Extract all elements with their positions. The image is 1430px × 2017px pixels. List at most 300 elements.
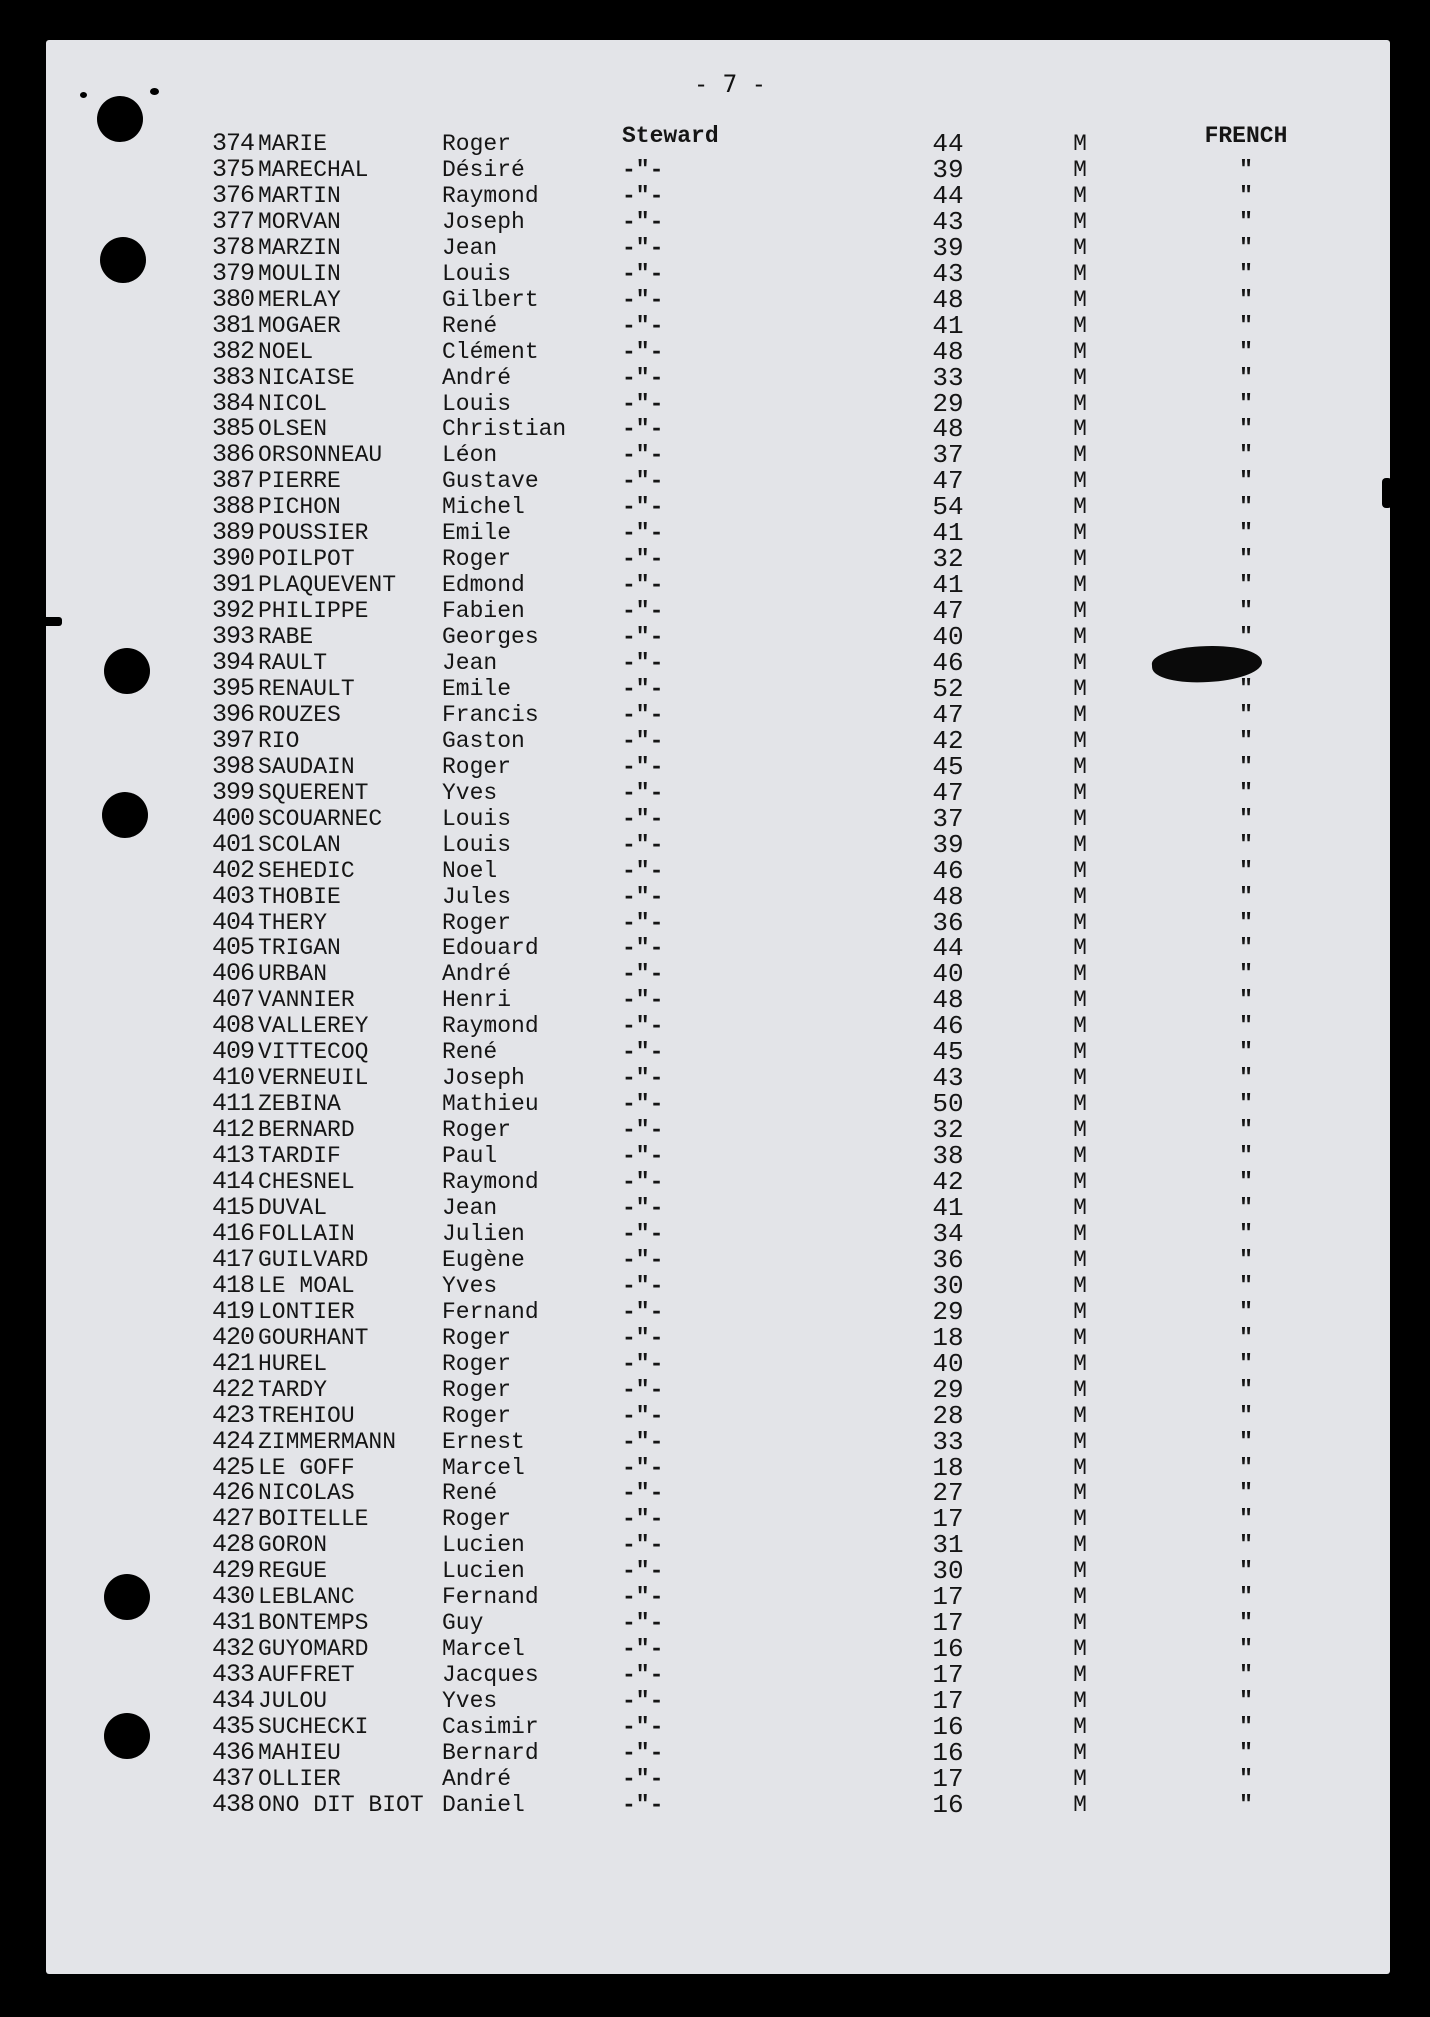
sex: M — [1073, 494, 1087, 521]
sex: M — [1073, 1454, 1087, 1481]
table-row — [0, 1348, 1430, 1379]
given-name: Raymond — [442, 182, 539, 209]
table-row — [0, 1478, 1430, 1509]
surname: ORSONNEAU — [258, 442, 383, 469]
age: 38 — [932, 1141, 964, 1171]
sex: M — [1073, 1791, 1087, 1818]
age: 29 — [932, 1296, 964, 1327]
table-row — [0, 518, 1430, 549]
surname: POILPOT — [258, 546, 355, 573]
age: 48 — [932, 414, 964, 445]
table-row — [0, 1737, 1430, 1768]
sex: M — [1073, 1532, 1087, 1559]
nationality-ditto: " — [1239, 416, 1253, 443]
role-ditto: -"- — [622, 1454, 664, 1481]
role-ditto: -"- — [622, 1272, 664, 1299]
role-ditto: -"- — [622, 1662, 664, 1688]
table-row — [0, 1608, 1430, 1639]
table-row — [0, 985, 1430, 1016]
role-ditto: -"- — [622, 1402, 664, 1429]
age: 43 — [932, 1063, 964, 1094]
given-name: Gaston — [442, 727, 525, 754]
nationality-ditto: " — [1239, 675, 1253, 702]
entry-number: 418 — [211, 1270, 254, 1300]
given-name: Fernand — [442, 1584, 539, 1611]
nationality-ditto: " — [1239, 156, 1253, 183]
given-name: Christian — [442, 416, 567, 443]
table-row — [0, 232, 1430, 263]
surname: LE MOAL — [258, 1272, 355, 1299]
table-row — [0, 881, 1430, 912]
surname: RENAULT — [258, 675, 355, 702]
given-name: Bernard — [442, 1739, 539, 1766]
role-ditto: -"- — [622, 1065, 664, 1092]
surname: RABE — [258, 624, 314, 650]
surname: DUVAL — [258, 1195, 328, 1221]
surname: MOGAER — [258, 312, 341, 339]
surname: ZEBINA — [258, 1091, 341, 1118]
role-ditto: -"- — [622, 442, 664, 469]
table-row — [0, 131, 1430, 157]
given-name: Raymond — [442, 1013, 539, 1040]
role-ditto: -"- — [622, 1610, 664, 1637]
table-row — [0, 284, 1430, 315]
nationality-ditto: " — [1239, 1610, 1253, 1637]
sex: M — [1073, 935, 1087, 962]
given-name: Casimir — [442, 1714, 539, 1740]
nationality-ditto: " — [1239, 234, 1253, 261]
table-row — [0, 1634, 1430, 1665]
sex: M — [1073, 1765, 1087, 1792]
role-ditto: -"- — [622, 286, 664, 313]
role-ditto: -"- — [622, 572, 664, 599]
surname: GUILVARD — [258, 1246, 369, 1273]
entry-number: 427 — [211, 1504, 254, 1534]
given-name: René — [442, 1039, 498, 1066]
role-ditto: -"- — [622, 1714, 664, 1740]
surname: GUYOMARD — [258, 1636, 369, 1663]
age: 45 — [932, 751, 964, 782]
nationality-ditto: " — [1239, 1765, 1253, 1792]
role-ditto: -"- — [622, 1350, 664, 1377]
surname: ONO DIT BIOT — [258, 1791, 424, 1818]
given-name: Emile — [442, 520, 512, 547]
sex: M — [1073, 909, 1087, 936]
given-name: Yves — [442, 779, 498, 806]
given-name: Henri — [442, 987, 512, 1014]
age: 39 — [932, 829, 964, 860]
table-row — [0, 1688, 1430, 1714]
age: 17 — [932, 1608, 964, 1639]
nationality-ditto: " — [1239, 909, 1253, 936]
role-ditto: -"- — [622, 520, 664, 547]
sex: M — [1073, 442, 1087, 469]
nationality-ditto: " — [1239, 208, 1253, 235]
table-row — [0, 1115, 1430, 1146]
entry-number: 435 — [211, 1712, 254, 1741]
age: 33 — [932, 362, 964, 393]
nationality-ditto: " — [1239, 442, 1253, 469]
given-name: Roger — [442, 546, 512, 573]
nationality-ditto: " — [1239, 468, 1253, 495]
given-name: Gilbert — [442, 286, 539, 313]
surname: URBAN — [258, 961, 328, 988]
surname: RIO — [258, 727, 300, 754]
given-name: Jean — [442, 234, 498, 261]
nationality-ditto: " — [1239, 286, 1253, 313]
entry-number: 407 — [211, 985, 254, 1015]
sex: M — [1073, 1065, 1087, 1092]
age: 30 — [932, 1556, 964, 1587]
entry-number: 395 — [211, 673, 254, 703]
given-name: Marcel — [442, 1636, 525, 1663]
age: 16 — [932, 1737, 964, 1768]
age: 46 — [932, 855, 964, 886]
nationality-ditto: " — [1239, 598, 1253, 625]
given-name: Roger — [442, 1350, 512, 1377]
given-name: Louis — [442, 831, 512, 858]
table-row — [0, 1037, 1430, 1068]
surname: MARECHAL — [258, 156, 369, 183]
role-ditto: -"- — [622, 1324, 664, 1351]
surname: HUREL — [258, 1350, 328, 1377]
role-ditto: -"- — [622, 1091, 664, 1118]
sex: M — [1073, 1350, 1087, 1377]
given-name: Guy — [442, 1610, 484, 1637]
age: 36 — [932, 907, 964, 938]
nationality-ditto: " — [1239, 961, 1253, 988]
table-row — [0, 570, 1430, 601]
surname: JULOU — [258, 1688, 328, 1714]
entry-number: 428 — [211, 1530, 254, 1560]
entry-number: 401 — [211, 829, 254, 859]
entry-number: 411 — [211, 1089, 254, 1119]
role-ditto: -"- — [622, 1791, 664, 1818]
entry-number: 384 — [211, 388, 254, 418]
sex: M — [1073, 1324, 1087, 1351]
age: 44 — [932, 933, 964, 964]
age: 16 — [932, 1712, 964, 1742]
sex: M — [1073, 208, 1087, 235]
table-row — [0, 1195, 1430, 1221]
age: 33 — [932, 1426, 964, 1457]
age: 17 — [932, 1504, 964, 1535]
sex: M — [1073, 727, 1087, 754]
role-ditto: -"- — [622, 1688, 664, 1714]
table-row — [0, 624, 1430, 650]
surname: BOITELLE — [258, 1506, 369, 1533]
age: 50 — [932, 1089, 964, 1120]
header-role: Steward — [622, 123, 719, 149]
given-name: Yves — [442, 1272, 498, 1299]
entry-number: 396 — [211, 699, 254, 729]
table-row — [0, 1426, 1430, 1457]
entry-number: 429 — [211, 1556, 254, 1586]
role-ditto: -"- — [622, 156, 664, 183]
given-name: Roger — [442, 753, 512, 780]
age: 40 — [932, 622, 964, 652]
given-name: Louis — [442, 805, 512, 832]
age: 37 — [932, 803, 964, 834]
age: 47 — [932, 466, 964, 497]
entry-number: 402 — [211, 855, 254, 885]
sex: M — [1073, 1169, 1087, 1195]
nationality-ditto: " — [1239, 1428, 1253, 1455]
surname: MERLAY — [258, 286, 341, 313]
table-row — [0, 1218, 1430, 1249]
surname: REGUE — [258, 1558, 328, 1585]
surname: LEBLANC — [258, 1584, 355, 1611]
entry-number: 409 — [211, 1037, 254, 1067]
table-row — [0, 725, 1430, 756]
sex: M — [1073, 1039, 1087, 1066]
sex: M — [1073, 1195, 1087, 1221]
age: 41 — [932, 518, 964, 549]
role-ditto: -"- — [622, 1013, 664, 1040]
sex: M — [1073, 1714, 1087, 1740]
sex: M — [1073, 1246, 1087, 1273]
given-name: Jean — [442, 650, 498, 676]
given-name: Roger — [442, 1324, 512, 1351]
table-row — [0, 650, 1430, 676]
surname: VITTECOQ — [258, 1039, 369, 1066]
table-row — [0, 258, 1430, 289]
sex: M — [1073, 1402, 1087, 1429]
nationality-ditto: " — [1239, 1584, 1253, 1611]
entry-number: 406 — [211, 959, 254, 989]
role-ditto: -"- — [622, 182, 664, 209]
surname: SCOUARNEC — [258, 805, 383, 832]
entry-number: 379 — [211, 258, 254, 288]
surname: BERNARD — [258, 1117, 355, 1144]
age: 45 — [932, 1037, 964, 1068]
entry-number: 419 — [211, 1296, 254, 1326]
page-number: - 7 - — [693, 70, 767, 98]
sex: M — [1073, 1143, 1087, 1169]
sex: M — [1073, 312, 1087, 339]
entry-number: 393 — [211, 622, 254, 651]
given-name: Jacques — [442, 1662, 539, 1688]
table-row — [0, 829, 1430, 860]
nationality-ditto: " — [1239, 987, 1253, 1014]
entry-number: 431 — [211, 1608, 254, 1638]
surname: NOEL — [258, 338, 314, 365]
surname: GOURHANT — [258, 1324, 369, 1351]
role-ditto: -"- — [622, 831, 664, 858]
entry-number: 434 — [211, 1686, 254, 1715]
table-row — [0, 959, 1430, 990]
given-name: Yves — [442, 1688, 498, 1714]
role-ditto: -"- — [622, 546, 664, 573]
nationality-ditto: " — [1239, 1220, 1253, 1247]
table-row — [0, 440, 1430, 471]
surname: THERY — [258, 909, 328, 936]
given-name: Gustave — [442, 468, 539, 495]
nationality-ditto: " — [1239, 520, 1253, 547]
header-nationality: FRENCH — [1204, 123, 1288, 149]
sex: M — [1073, 1636, 1087, 1663]
given-name: Jules — [442, 883, 512, 910]
sex: M — [1073, 156, 1087, 183]
role-ditto: -"- — [622, 1558, 664, 1585]
surname: VANNIER — [258, 987, 355, 1014]
role-ditto: -"- — [622, 1195, 664, 1221]
table-row — [0, 1011, 1430, 1042]
table-row — [0, 855, 1430, 886]
sex: M — [1073, 650, 1087, 676]
nationality-ditto: " — [1239, 1039, 1253, 1066]
entry-number: 397 — [211, 725, 254, 755]
entry-number: 413 — [211, 1141, 254, 1170]
sex: M — [1073, 1376, 1087, 1403]
role-ditto: -"- — [622, 701, 664, 728]
sex: M — [1073, 598, 1087, 625]
table-row — [0, 154, 1430, 185]
nationality-ditto: " — [1239, 1013, 1253, 1040]
entry-number: 377 — [211, 206, 254, 236]
table-row — [0, 907, 1430, 938]
nationality-ditto: " — [1239, 1246, 1253, 1273]
table-row — [0, 596, 1430, 627]
table-row — [0, 1063, 1430, 1094]
role-ditto: -"- — [622, 1376, 664, 1403]
nationality-ditto: " — [1239, 364, 1253, 391]
age: 39 — [932, 154, 964, 185]
nationality-ditto: " — [1239, 1065, 1253, 1092]
role-ditto: -"- — [622, 208, 664, 235]
surname: SUCHECKI — [258, 1714, 369, 1740]
table-row — [0, 1662, 1430, 1688]
role-ditto: -"- — [622, 753, 664, 780]
nationality-ditto: " — [1239, 1532, 1253, 1559]
age: 39 — [932, 232, 964, 263]
given-name: Eugène — [442, 1246, 525, 1273]
given-name: Julien — [442, 1220, 525, 1247]
table-row — [0, 1452, 1430, 1483]
age: 40 — [932, 1348, 964, 1379]
sex: M — [1073, 416, 1087, 443]
sex: M — [1073, 286, 1087, 313]
nationality-ditto: " — [1239, 1506, 1253, 1533]
table-row — [0, 492, 1430, 523]
entry-number: 388 — [211, 492, 254, 522]
table-row — [0, 1504, 1430, 1535]
age: 44 — [932, 180, 964, 211]
sex: M — [1073, 364, 1087, 391]
entry-number: 408 — [211, 1011, 254, 1041]
surname: THOBIE — [258, 883, 341, 910]
table-row — [0, 206, 1430, 237]
given-name: Joseph — [442, 208, 525, 235]
given-name: André — [442, 1765, 512, 1792]
role-ditto: -"- — [622, 624, 664, 650]
nationality-ditto: " — [1239, 546, 1253, 573]
entry-number: 424 — [211, 1426, 254, 1456]
entry-number: 394 — [211, 648, 254, 677]
table-row — [0, 1244, 1430, 1275]
sex: M — [1073, 1506, 1087, 1533]
age: 44 — [932, 129, 964, 159]
surname: NICOL — [258, 390, 328, 417]
entry-number: 437 — [211, 1763, 254, 1793]
entry-number: 374 — [211, 129, 254, 158]
age: 47 — [932, 777, 964, 808]
given-name: Joseph — [442, 1065, 525, 1092]
age: 29 — [932, 388, 964, 419]
table-row — [0, 466, 1430, 497]
age: 41 — [932, 570, 964, 601]
entry-number: 392 — [211, 596, 254, 626]
age: 27 — [932, 1478, 964, 1509]
given-name: Louis — [442, 390, 512, 417]
role-ditto: -"- — [622, 779, 664, 806]
nationality-ditto: " — [1239, 1714, 1253, 1740]
surname: OLSEN — [258, 416, 328, 443]
role-ditto: -"- — [622, 598, 664, 625]
nationality-ditto: " — [1239, 727, 1253, 754]
given-name: Lucien — [442, 1532, 525, 1559]
age: 34 — [932, 1218, 964, 1249]
age: 29 — [932, 1374, 964, 1405]
surname: SQUERENT — [258, 779, 369, 806]
role-ditto: -"- — [622, 1298, 664, 1325]
surname: MORVAN — [258, 208, 341, 235]
entry-number: 381 — [211, 310, 254, 340]
role-ditto: -"- — [622, 1117, 664, 1144]
surname: MOULIN — [258, 260, 341, 287]
role-ditto: -"- — [622, 883, 664, 910]
nationality-ditto: " — [1239, 1454, 1253, 1481]
entry-number: 438 — [211, 1789, 254, 1819]
table-row — [0, 699, 1430, 730]
sex: M — [1073, 546, 1087, 573]
entry-number: 426 — [211, 1478, 254, 1508]
age: 40 — [932, 959, 964, 990]
surname: SCOLAN — [258, 831, 341, 858]
nationality-ditto: " — [1239, 1169, 1253, 1195]
entry-number: 416 — [211, 1218, 254, 1248]
entry-number: 383 — [211, 362, 254, 392]
given-name: Paul — [442, 1143, 498, 1169]
entry-number: 412 — [211, 1115, 254, 1145]
age: 54 — [932, 492, 964, 523]
role-ditto: -"- — [622, 1169, 664, 1195]
age: 18 — [932, 1322, 964, 1353]
entry-number: 391 — [211, 570, 254, 600]
entry-number: 417 — [211, 1244, 254, 1274]
given-name: Désiré — [442, 156, 525, 183]
age: 16 — [932, 1789, 964, 1820]
entry-number: 414 — [211, 1167, 254, 1196]
surname: SEHEDIC — [258, 857, 355, 884]
age: 30 — [932, 1270, 964, 1301]
sex: M — [1073, 1688, 1087, 1714]
given-name: Roger — [442, 1376, 512, 1403]
surname: LONTIER — [258, 1298, 355, 1325]
given-name: Léon — [442, 442, 498, 469]
surname: SAUDAIN — [258, 753, 355, 780]
role-ditto: -"- — [622, 312, 664, 339]
sex: M — [1073, 857, 1087, 884]
entry-number: 387 — [211, 466, 254, 496]
age: 41 — [932, 310, 964, 341]
sex: M — [1073, 1272, 1087, 1299]
age: 31 — [932, 1530, 964, 1561]
entry-number: 389 — [211, 518, 254, 548]
given-name: André — [442, 961, 512, 988]
given-name: Clément — [442, 338, 539, 365]
age: 46 — [932, 1011, 964, 1042]
